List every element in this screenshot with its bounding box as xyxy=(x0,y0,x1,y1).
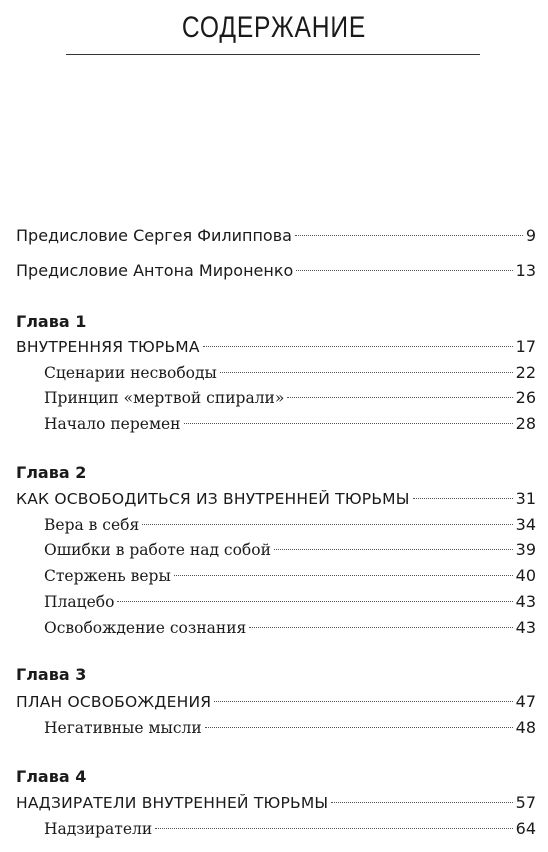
chapter-heading: Глава 2 xyxy=(16,463,87,482)
toc-entry-page: 34 xyxy=(515,515,536,534)
dot-leader xyxy=(331,802,512,803)
toc-entry-page: 47 xyxy=(515,692,536,711)
toc-entry-label: Надзиратели xyxy=(44,820,153,838)
dot-leader xyxy=(296,270,512,271)
dot-leader xyxy=(142,524,512,525)
toc-entry-label: КАК ОСВОБОДИТЬСЯ ИЗ ВНУТРЕННЕЙ ТЮРЬМЫ xyxy=(16,490,410,508)
dot-leader xyxy=(220,372,513,373)
dot-leader xyxy=(274,549,513,550)
toc-section[interactable] xyxy=(44,590,536,614)
toc-entry-page: 39 xyxy=(515,540,536,559)
toc-entry-label: Стержень веры xyxy=(44,567,171,585)
toc-section[interactable] xyxy=(44,386,536,410)
toc-section[interactable] xyxy=(44,412,536,436)
dot-leader xyxy=(203,346,513,347)
dot-leader xyxy=(174,575,513,576)
toc-section[interactable] xyxy=(44,716,536,740)
toc-entry-label: Сценарии несвободы xyxy=(44,364,217,382)
dot-leader xyxy=(184,423,513,424)
dot-leader xyxy=(214,701,512,702)
toc-section[interactable] xyxy=(44,817,536,841)
toc-entry-label: Предисловие Антона Мироненко xyxy=(16,261,294,280)
dot-leader xyxy=(295,235,523,236)
toc-entry-page: 9 xyxy=(525,226,536,245)
toc-entry-page: 48 xyxy=(515,718,536,737)
toc-entry-label: НАДЗИРАТЕЛИ ВНУТРЕННЕЙ ТЮРЬМЫ xyxy=(16,794,329,812)
toc-entry-label: Ошибки в работе над собой xyxy=(44,541,271,559)
dot-leader xyxy=(413,498,513,499)
toc-entry-label: Принцип «мертвой спирали» xyxy=(44,389,285,407)
dot-leader xyxy=(205,727,513,728)
chapter-heading: Глава 3 xyxy=(16,665,87,684)
toc-entry-label: Предисловие Сергея Филиппова xyxy=(16,226,292,245)
toc-entry-label: Освобождение сознания xyxy=(44,619,247,637)
toc-entry-page: 26 xyxy=(515,388,536,407)
toc-entry-page: 64 xyxy=(515,819,536,838)
toc-entry-page: 43 xyxy=(515,618,536,637)
dot-leader xyxy=(117,601,512,602)
toc-entry-page: 57 xyxy=(515,793,536,812)
title-divider xyxy=(66,54,480,55)
toc-entry-page: 43 xyxy=(515,592,536,611)
toc-chapter-title[interactable] xyxy=(16,487,536,511)
dot-leader xyxy=(249,627,512,628)
toc-entry-page: 22 xyxy=(515,363,536,382)
toc-entry-label: Плацебо xyxy=(44,593,115,611)
toc-chapter-title[interactable] xyxy=(16,335,536,359)
toc-section[interactable] xyxy=(44,616,536,640)
toc-section[interactable] xyxy=(44,564,536,588)
page-title: СОДЕРЖАНИЕ xyxy=(181,11,367,44)
chapter-heading: Глава 4 xyxy=(16,767,87,786)
toc-section[interactable] xyxy=(44,538,536,562)
toc-entry-label: Вера в себя xyxy=(44,516,140,534)
toc-entry-page: 17 xyxy=(515,337,536,356)
toc-entry-label: Начало перемен xyxy=(44,415,181,433)
dot-leader xyxy=(287,397,512,398)
toc-entry-label: ПЛАН ОСВОБОЖДЕНИЯ xyxy=(16,693,212,711)
toc-entry-label: Негативные мысли xyxy=(44,719,202,737)
toc-section[interactable] xyxy=(44,361,536,385)
toc-entry-page: 40 xyxy=(515,566,536,585)
toc-entry-page: 28 xyxy=(515,414,536,433)
toc-entry-page: 13 xyxy=(515,261,536,280)
toc-entry-page: 31 xyxy=(515,489,536,508)
toc-chapter-title[interactable] xyxy=(16,690,536,714)
toc-section[interactable] xyxy=(44,513,536,537)
toc-entry-preface-2[interactable] xyxy=(16,259,536,283)
toc-entry-label: ВНУТРЕННЯЯ ТЮРЬМА xyxy=(16,338,200,356)
toc-entry-preface-1[interactable] xyxy=(16,224,536,248)
chapter-heading: Глава 1 xyxy=(16,312,87,331)
toc-chapter-title[interactable] xyxy=(16,791,536,815)
dot-leader xyxy=(155,828,512,829)
